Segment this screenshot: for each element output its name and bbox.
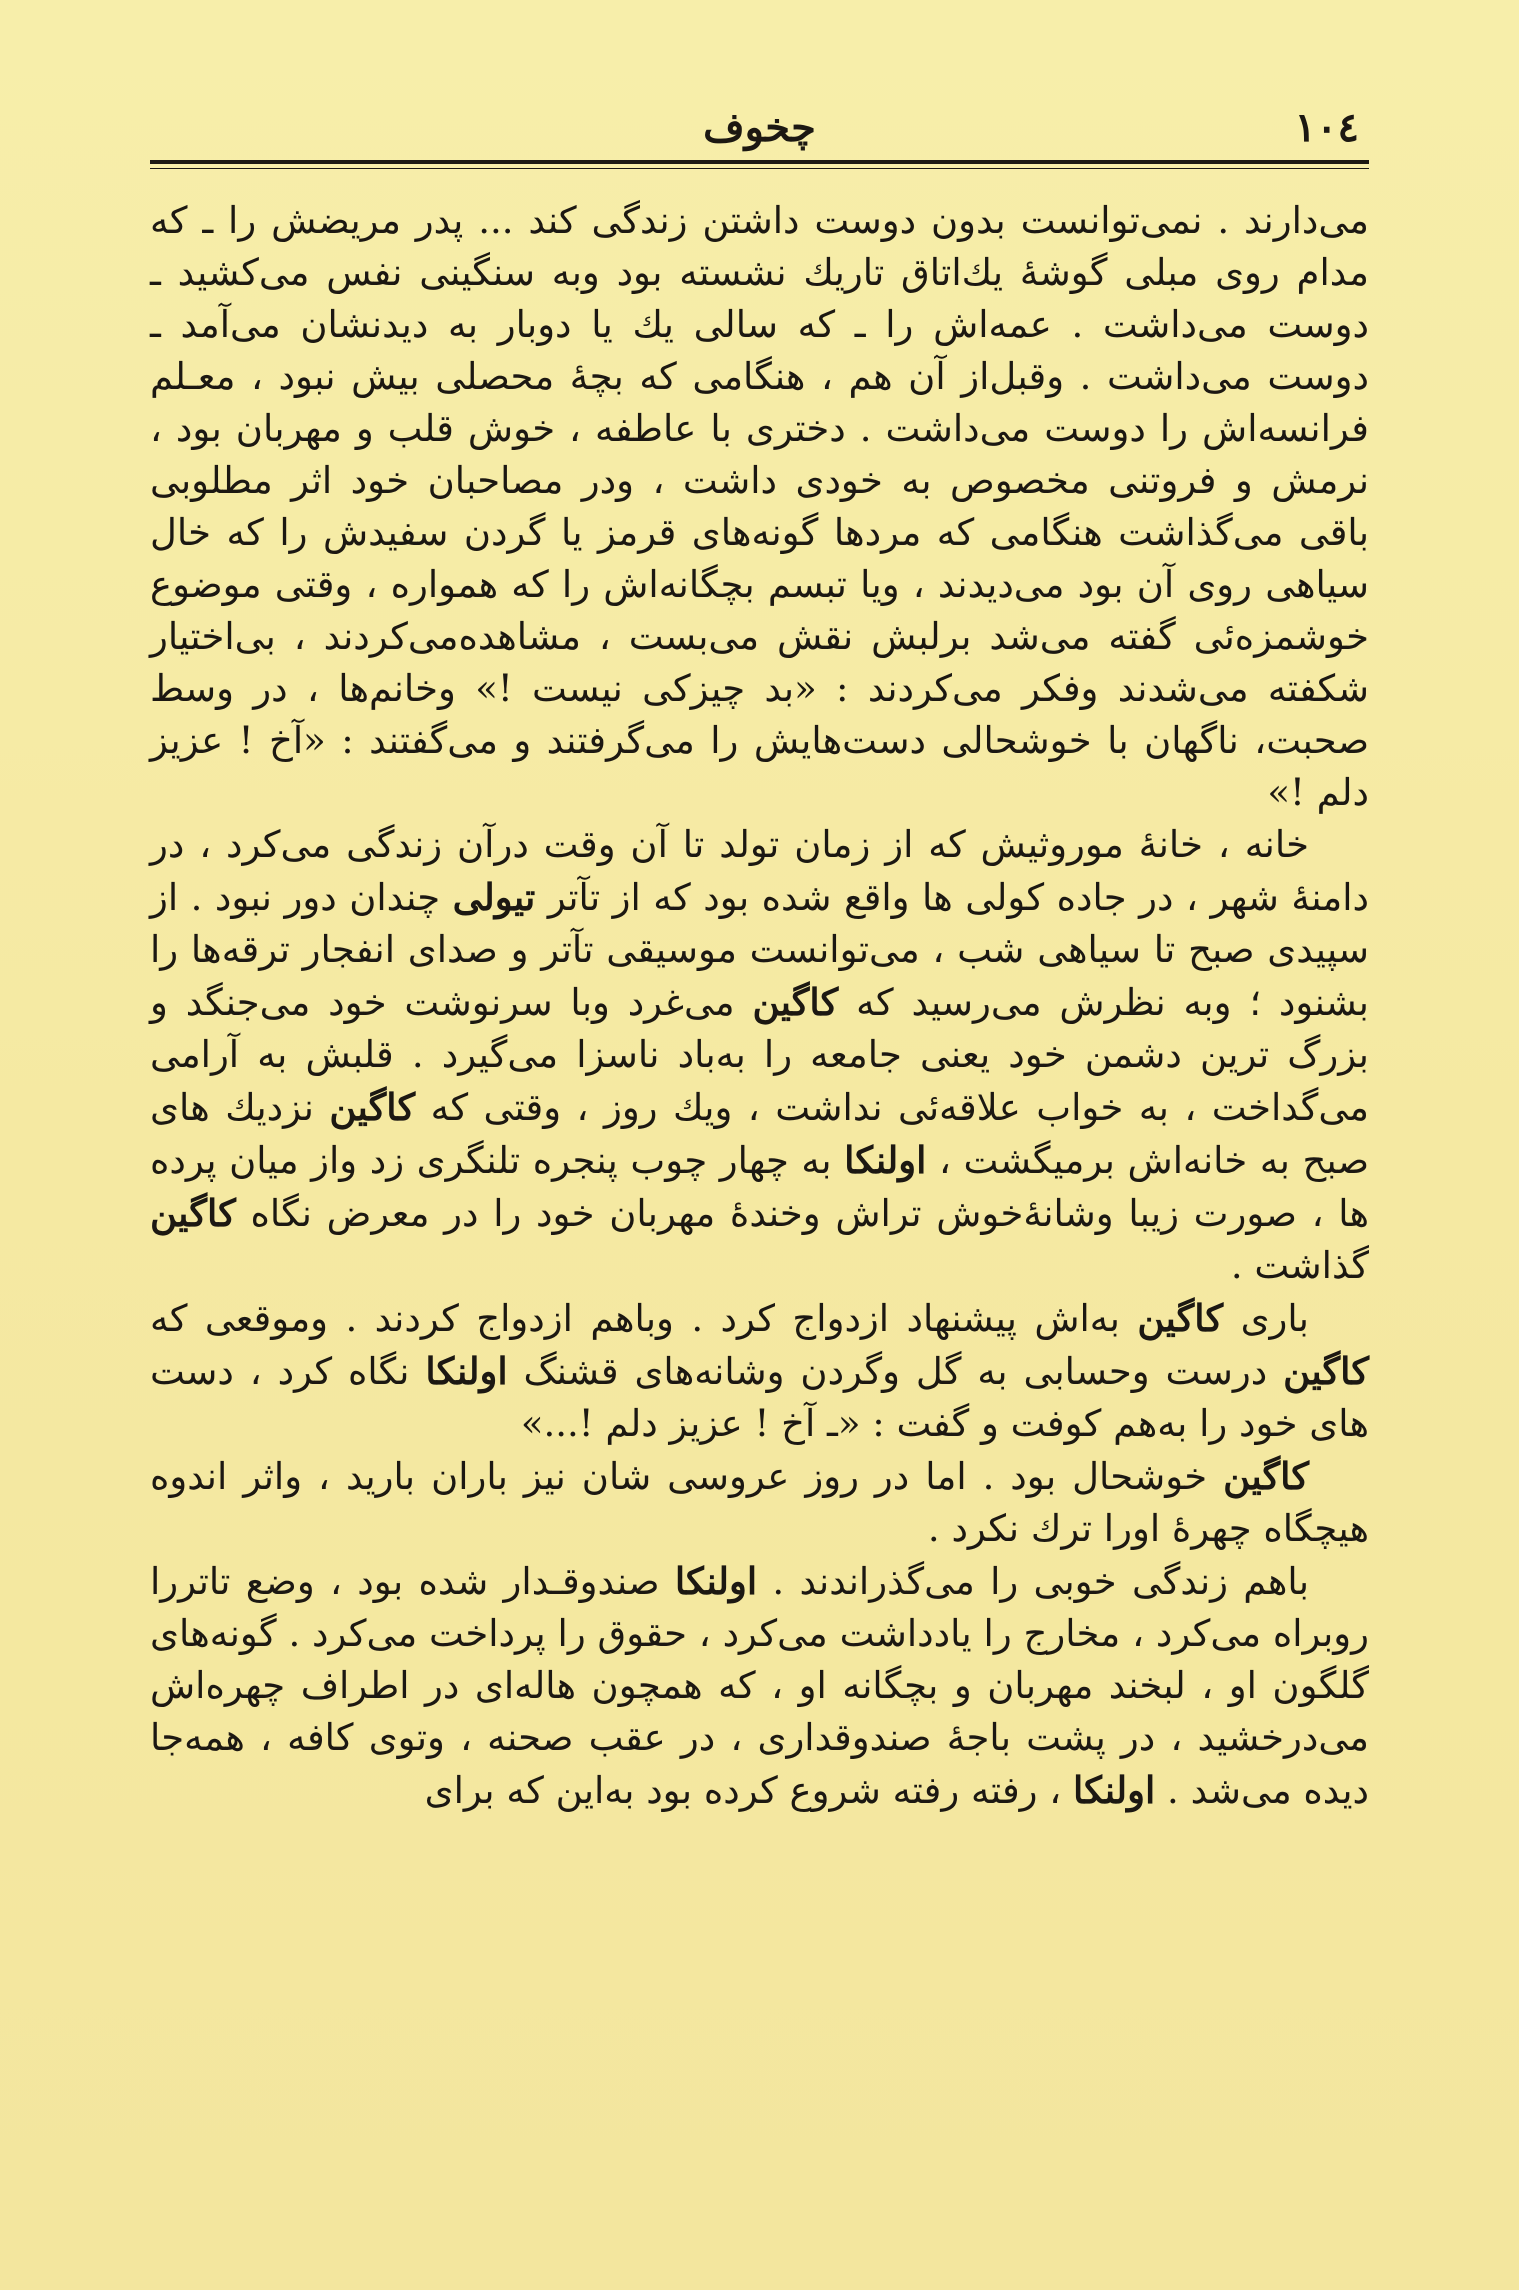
character-name: تیولی xyxy=(452,875,536,919)
running-title: چخوف xyxy=(703,104,816,151)
paragraph xyxy=(150,1450,1369,1555)
page-header xyxy=(150,100,1369,160)
text-run: صندوقـدار شده بود ، وضع تاتررا روبراه می‌کرد ، مخارج را یادداشت می‌کرد ، حقوق را پرداخت می‌کرد . گونه‌های گلگون او ، لبخند مهربان و بچگانه او ، که همچون هاله‌ای در اطراف چهره‌اش می‌درخشید ، در پشت باجهٔ صندوقداری ، در عقب صحنه ، وتوی کافه ، همه‌جا دیده می‌شد . xyxy=(150,1560,1369,1812)
character-name: کاگین xyxy=(150,1191,236,1235)
paragraph: می‌دارند . نمی‌توانست بدون دوست داشتن زندگی کند ... پدر مریضش را ـ که مدام روی مبلی گوشهٔ یك‌اتاق تاریك نشسته بود وبه سنگینی نفس می‌کشید ـ دوست می‌داشت . عمه‌اش را ـ که سالی یك یا دوبار به دیدنشان می‌آمد ـ دوست می‌داشت . وقبل‌از آن هم ، هنگامی که بچهٔ محصلی بیش نبود ، معـلم فرانسه‌اش را دوست می‌داشت . دختری با عاطفه ، خوش قلب و مهربان بود ، نرمش و فروتنی مخصوص به خودی داشت ، ودر مصاحبان خود اثر مطلوبی باقی می‌گذاشت هنگامی که مردها گونه‌های قرمز یا گردن سفیدش را که خال سیاهی روی آن بود می‌دیدند ، ویا تبسم بچگانه‌اش را که همواره ، وقتی موضوع خوشمزه‌ئی گفته می‌شد برلبش نقش می‌بست ، مشاهده‌می‌کردند ، بی‌اختیار شکفته می‌شدند وفکر می‌کردند : «بد چیزکی نیست !» وخانم‌ها ، در وسط صحبت، ناگهان با خوشحالی دست‌هایش را می‌گرفتند و می‌گفتند : «آخ ! عزیز دلم !» xyxy=(150,199,1369,814)
header-rule-thin xyxy=(150,168,1369,169)
body-text xyxy=(150,195,1369,1817)
paragraph xyxy=(150,819,1369,1292)
text-run: نزدیك های صبح به خانه‌اش برمیگشت ، xyxy=(150,1086,1369,1182)
text-run: باهم زندگی خوبی را می‌گذراندند . xyxy=(757,1560,1309,1603)
character-name: کاگین xyxy=(1223,1454,1309,1498)
character-name: اولنکا xyxy=(425,1349,508,1393)
character-name: کاگین xyxy=(1283,1349,1369,1393)
text-run: درست وحسابی به گل وگردن وشانه‌های قشنگ xyxy=(507,1350,1284,1393)
text-run: می‌غرد وبا سرنوشت خود می‌جنگد و بزرگ ترین دشمن خود یعنی جامعه را به‌باد ناسزا می‌گیرد . قلبش به آرامی می‌گداخت ، به خواب علاقه‌ئی نداشت ، ویك روز ، وقتی که xyxy=(150,981,1369,1129)
header-rule-thick xyxy=(150,160,1369,164)
paragraph xyxy=(150,1292,1369,1450)
text-run: خوشحال بود . اما در روز عروسی شان نیز باران بارید ، واثر اندوه هیچگاه چهرهٔ اورا ترك نکرد . xyxy=(150,1455,1369,1550)
text-run: به چهار چوب پنجره تلنگری زد واز میان پرده ها ، صورت زیبا وشانهٔ‌خوش تراش وخندهٔ مهربان خود را در معرض نگاه xyxy=(150,1139,1369,1235)
character-name: کاگین xyxy=(1137,1296,1224,1340)
text-run: نگاه کرد ، دست های خود را به‌هم کوفت و گفت : «ـ آخ ! عزیز دلم !...» xyxy=(150,1350,1369,1445)
character-name: کاگین xyxy=(329,1085,416,1129)
character-name: اولنکا xyxy=(844,1138,927,1182)
text-run: خانه ، خانهٔ موروثیش که از زمان تولد تا آن وقت درآن زندگی می‌کرد ، در دامنهٔ شهر ، در جاده کولی ها واقع شده بود که از تآتر xyxy=(150,823,1369,919)
text-run: ، رفته رفته شروع کرده بود به‌این که برای xyxy=(424,1769,1073,1812)
character-name: اولنکا xyxy=(1072,1768,1156,1812)
page-number: ۱۰٤ xyxy=(1294,104,1359,151)
character-name: اولنکا xyxy=(674,1559,758,1603)
character-name: کاگین xyxy=(752,980,839,1024)
text-run: چندان دور نبود . از سپیدی صبح تا سیاهی شب ، می‌توانست موسیقی تآتر و صدای انفجار ترقه‌ها را بشنود ؛ وبه نظرش می‌رسید که xyxy=(150,876,1369,1024)
text-run: باری xyxy=(1223,1297,1309,1340)
text-run: گذاشت . xyxy=(1230,1244,1369,1287)
text-run: به‌اش پیشنهاد ازدواج کرد . وباهم ازدواج کردند . وموقعی که xyxy=(150,1297,1138,1340)
paragraph xyxy=(150,1555,1369,1817)
